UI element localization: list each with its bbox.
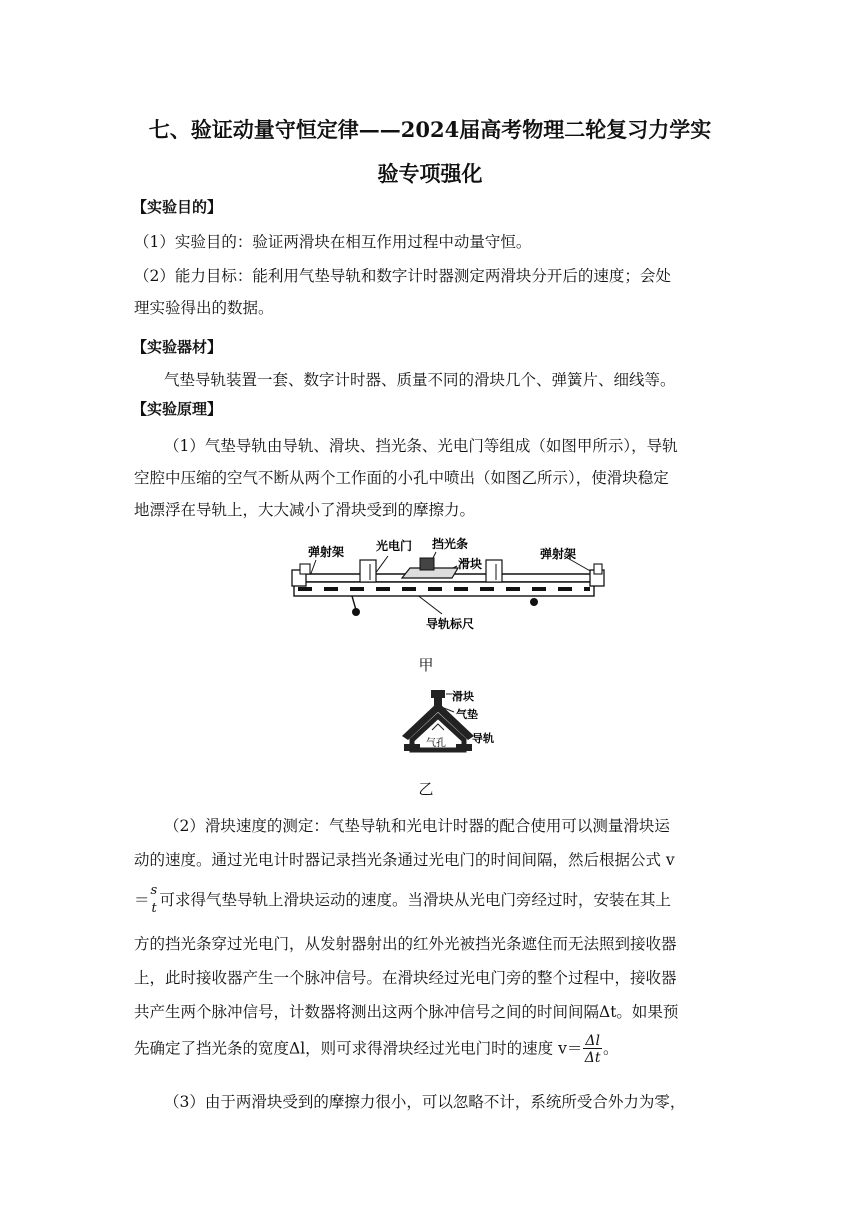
label-slider: 滑块 (458, 557, 483, 571)
principle-p2-line7 (134, 1034, 734, 1065)
label-photogate: 光电门 (376, 539, 413, 553)
principle-p3-line1: （3）由于两滑块受到的摩擦力很小，可以忽略不计，系统所受合外力为零， (164, 1093, 686, 1111)
label-cs-rail: 导轨 (472, 732, 494, 745)
principle-p2-line4: 方的挡光条穿过光电门，从发射器射出的红外光被挡光条遮住而无法照到接收器 (134, 935, 677, 953)
principle-p2-line6: 共产生两个脉冲信号，计数器将测出这两个脉冲信号之间的时间间隔Δt。如果预 (134, 1003, 679, 1021)
purpose-item-1: （1）实验目的：验证两滑块在相互作用过程中动量守恒。 (134, 233, 532, 251)
principle-p2-line2: 动的速度。通过光电计时器记录挡光条通过光电门的时间间隔，然后根据公式 v (134, 851, 675, 869)
formula-dl-over-dt (583, 1034, 602, 1065)
period-mark: 。 (602, 1039, 619, 1058)
purpose-item-2-line2: 理实验得出的数据。 (134, 299, 274, 317)
principle-p2-line5: 上，此时接收器产生一个脉冲信号。在滑块经过光电门旁的整个过程中，接收器 (134, 969, 677, 987)
document-title-line2: 验专项强化 (377, 161, 483, 186)
figure-b-caption: 乙 (418, 780, 434, 798)
air-track-cross-section-figure (398, 686, 508, 762)
label-cs-slider: 滑块 (452, 690, 474, 703)
label-cs-air-hole: 气孔 (426, 738, 446, 749)
label-cs-air-cushion: 气垫 (456, 708, 478, 721)
principle-p2-line3-text: 可求得气垫导轨上滑块运动的速度。当滑块从光电门旁经过时，安装在其上 (159, 891, 672, 909)
principle-p1-line2: 空腔中压缩的空气不断从两个工作面的小孔中喷出（如图乙所示），使滑块稳定 (134, 469, 669, 487)
purpose-item-2-line1: （2）能力目标：能利用气垫导轨和数字计时器测定两滑块分开后的速度；会处 (134, 267, 671, 285)
section-heading-purpose: 【实验目的】 (132, 198, 223, 216)
principle-p2-line7-text: 先确定了挡光条的宽度Δl，则可求得滑块经过光电门时的速度 v＝ (134, 1039, 583, 1058)
formula-numerator-dl: Δl (585, 1033, 600, 1049)
equals-sign: ＝ (134, 891, 150, 909)
formula-s-over-t (150, 883, 160, 916)
document-title-line1: 七、验证动量守恒定律——2024届高考物理二轮复习力学实 (148, 117, 712, 142)
air-track-figure (286, 530, 616, 642)
principle-p1-line1: （1）气垫导轨由导轨、滑块、挡光条、光电门等组成（如图甲所示），导轨 (164, 437, 678, 455)
label-launcher-right: 弹射架 (540, 547, 577, 561)
principle-p1-line3: 地漂浮在导轨上，大大减小了滑块受到的摩擦力。 (134, 501, 476, 519)
section-heading-equipment: 【实验器材】 (132, 338, 223, 356)
formula-numerator-s: s (150, 883, 158, 898)
formula-denominator-dt: Δt (584, 1050, 601, 1066)
section-heading-principle: 【实验原理】 (132, 400, 223, 418)
label-rail-scale: 导轨标尺 (426, 617, 475, 631)
label-shade-strip: 挡光条 (432, 537, 469, 551)
equipment-text: 气垫导轨装置一套、数字计时器、质量不同的滑块几个、弹簧片、细线等。 (164, 371, 676, 389)
label-launcher-left: 弹射架 (308, 545, 345, 559)
figure-a-caption: 甲 (418, 656, 434, 674)
principle-p2-line1: （2）滑块速度的测定：气垫导轨和光电计时器的配合使用可以测量滑块运 (164, 817, 670, 835)
formula-denominator-t: t (151, 901, 157, 916)
principle-p2-line3 (134, 883, 734, 916)
